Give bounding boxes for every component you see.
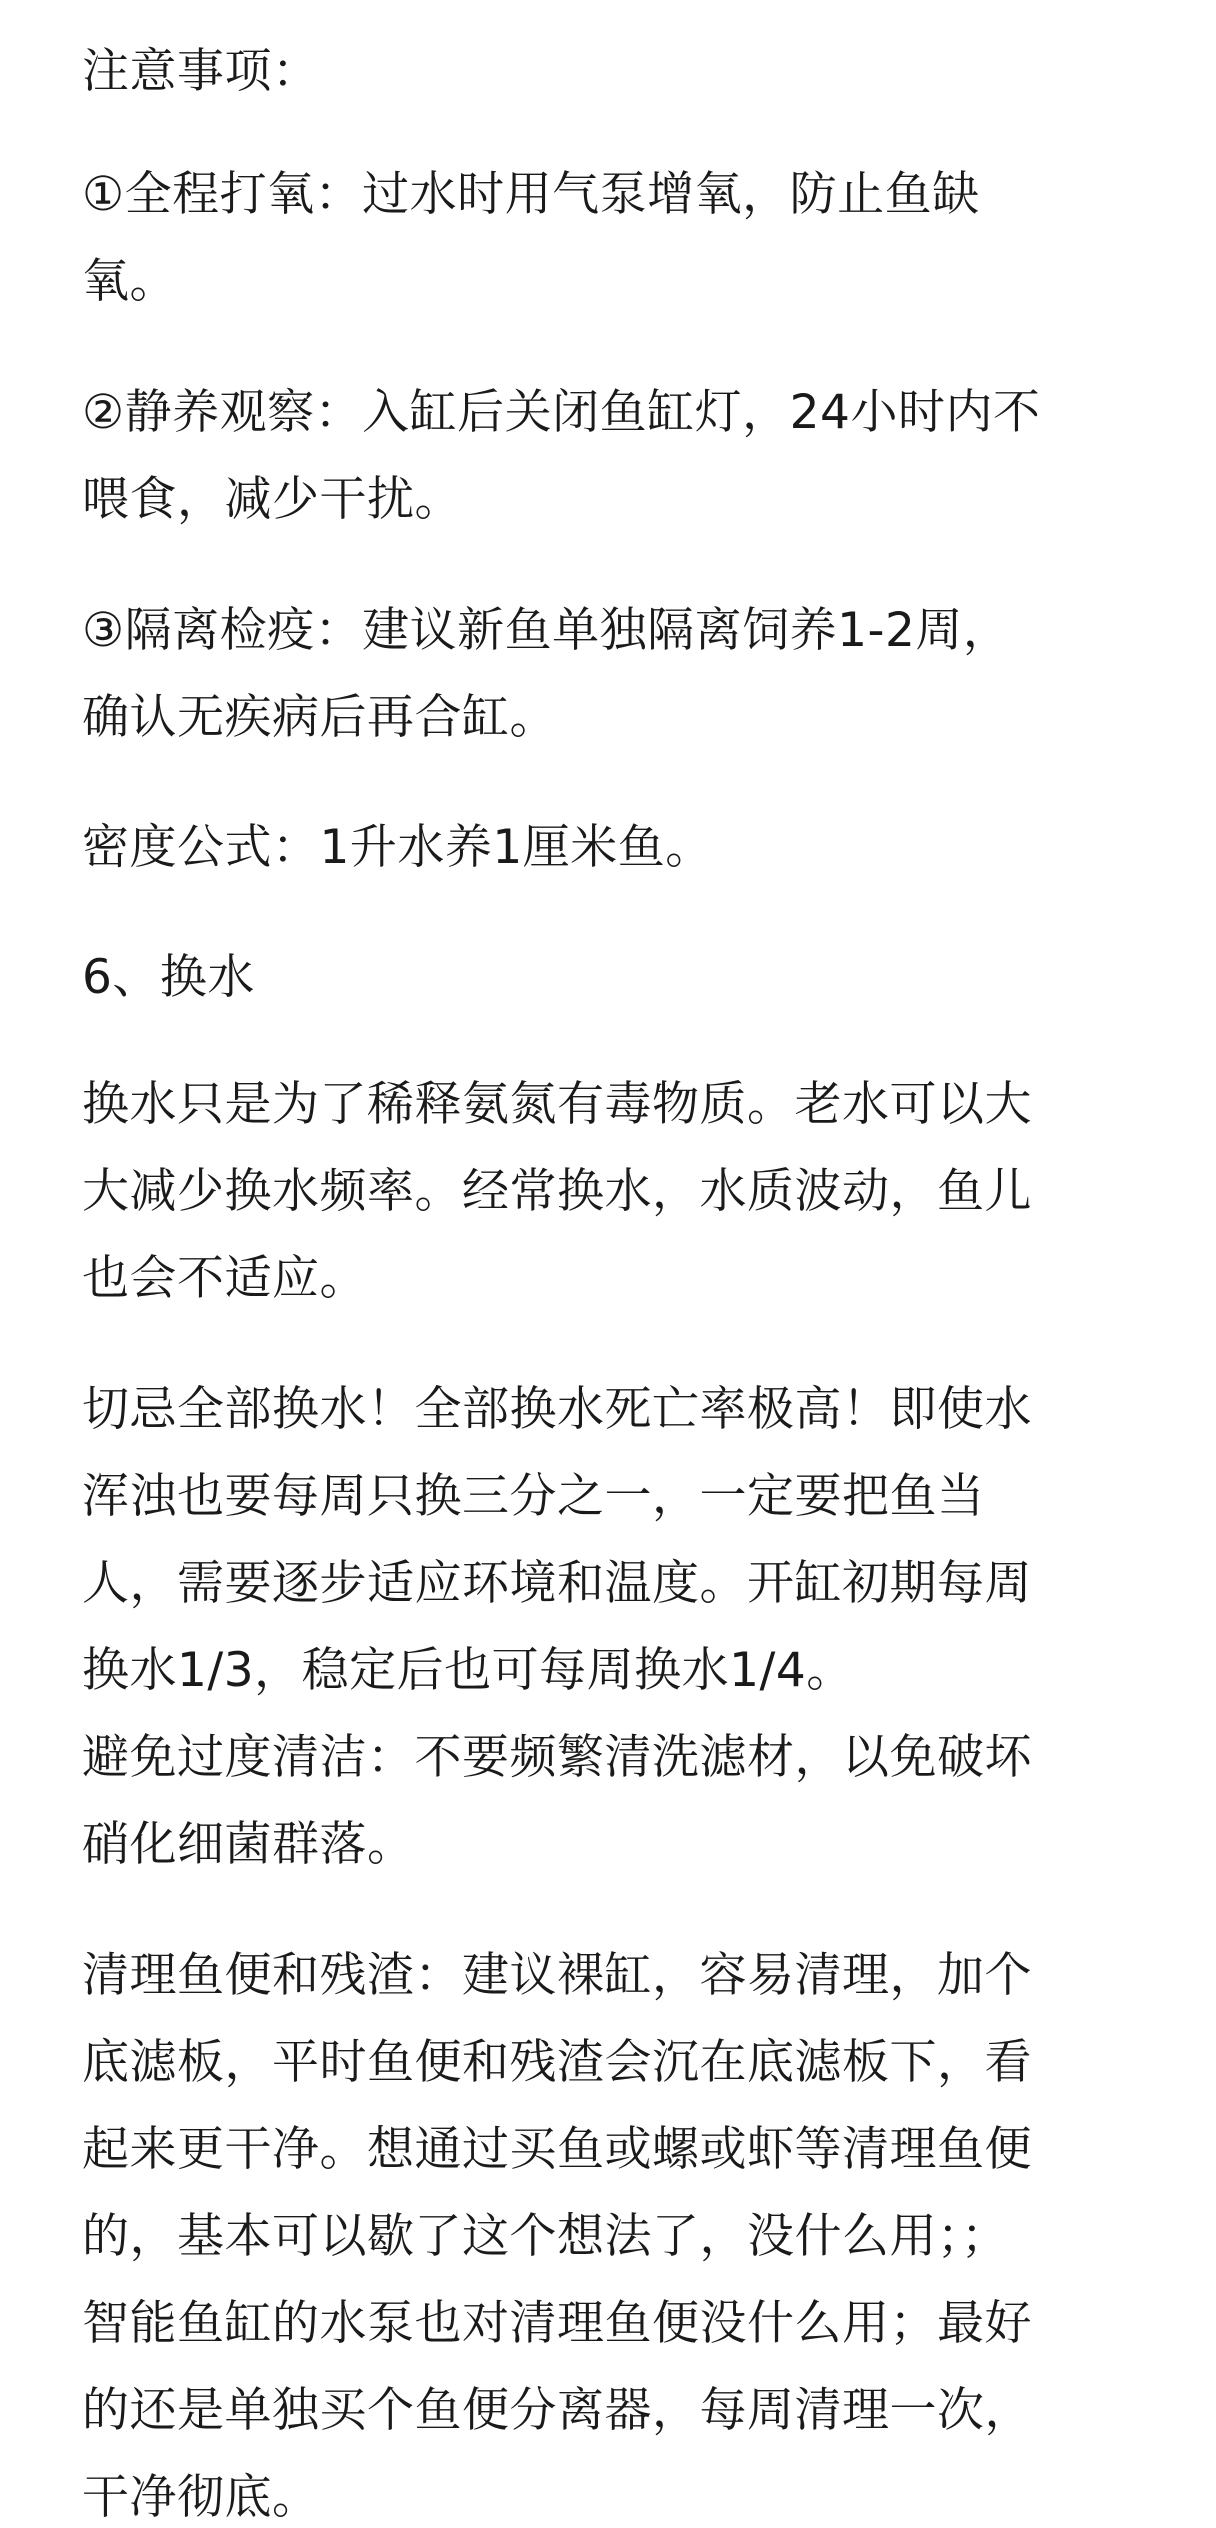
text-line: 氧。 xyxy=(82,254,177,309)
text-line: 起来更干净。想通过买鱼或螺或虾等清理鱼便 xyxy=(82,2122,1032,2177)
section-heading: 6、换水 xyxy=(82,950,255,1005)
text-line: 大减少换水频率。经常换水，水质波动，鱼儿 xyxy=(82,1164,1032,1219)
text-line: 换水1/3，稳定后也可每周换水1/4。 xyxy=(82,1643,854,1698)
text-line: 喂食，减少干扰。 xyxy=(82,472,462,527)
text-line: ①全程打氧：过水时用气泵增氧，防止鱼缺 xyxy=(82,167,980,222)
text-line: 人，需要逐步适应环境和温度。开缸初期每周 xyxy=(82,1556,1032,1611)
text-line: 注意事项： xyxy=(82,44,320,99)
text-line: 也会不适应。 xyxy=(82,1251,367,1306)
text-line: ③隔离检疫：建议新鱼单独隔离饲养1-2周， xyxy=(82,603,1011,658)
text-line: 浑浊也要每周只换三分之一，一定要把鱼当 xyxy=(82,1469,985,1524)
text-line: ②静养观察：入缸后关闭鱼缸灯，24小时内不 xyxy=(82,385,1041,440)
text-line: 切忌全部换水！全部换水死亡率极高！即使水 xyxy=(82,1382,1032,1437)
text-line: 的还是单独买个鱼便分离器，每周清理一次， xyxy=(82,2383,1032,2438)
text-line: 底滤板，平时鱼便和残渣会沉在底滤板下，看 xyxy=(82,2035,1032,2090)
text-line: 确认无疾病后再合缸。 xyxy=(82,690,557,745)
text-line: 换水只是为了稀释氨氮有毒物质。老水可以大 xyxy=(82,1077,1032,1132)
text-line: 的，基本可以歇了这个想法了，没什么用；； xyxy=(82,2209,1009,2264)
text-line: 干净彻底。 xyxy=(82,2470,320,2525)
text-line: 清理鱼便和残渣：建议裸缸，容易清理，加个 xyxy=(82,1948,1032,2003)
text-line: 避免过度清洁：不要频繁清洗滤材，以免破坏 xyxy=(82,1730,1032,1785)
text-line: 智能鱼缸的水泵也对清理鱼便没什么用；最好 xyxy=(82,2296,1032,2351)
text-line: 密度公式：1升水养1厘米鱼。 xyxy=(82,820,713,875)
text-line: 硝化细菌群落。 xyxy=(82,1817,415,1872)
